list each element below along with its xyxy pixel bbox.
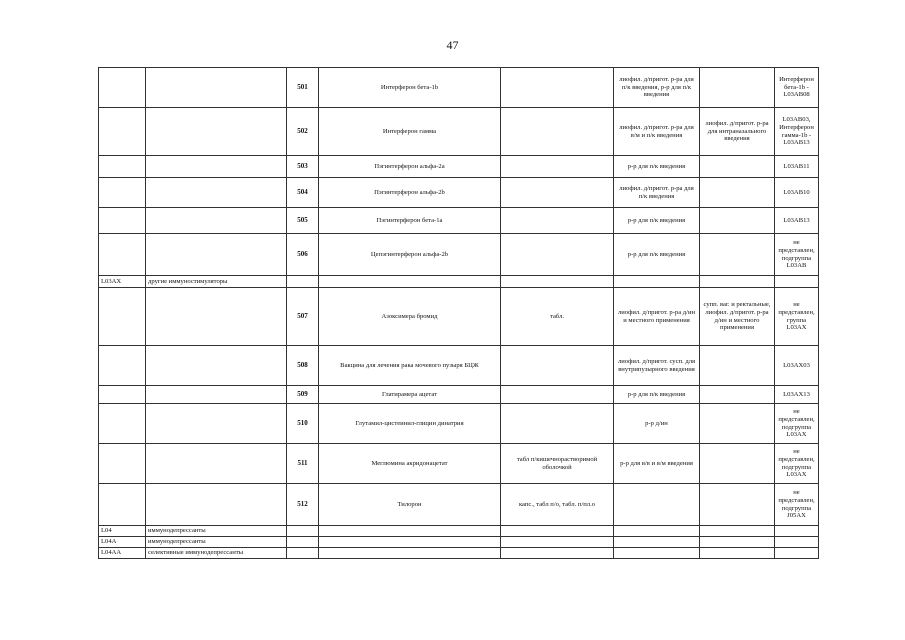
number-cell	[287, 537, 319, 548]
atc-cell	[775, 526, 819, 537]
group-cell	[146, 386, 287, 404]
forms3-cell	[700, 548, 775, 559]
atc-cell: не представлен, подгруппа L03AB	[775, 234, 819, 276]
atc-cell: не представлен, подгруппа J05AX	[775, 484, 819, 526]
code-cell: L04A	[99, 537, 146, 548]
code-cell	[99, 68, 146, 108]
code-cell	[99, 156, 146, 178]
forms2-cell: лиофил. д/пригот. р-ра для п/к введения	[614, 178, 700, 208]
code-cell: L03AX	[99, 276, 146, 288]
forms2-cell	[614, 526, 700, 537]
number-cell: 504	[287, 178, 319, 208]
forms3-cell	[700, 386, 775, 404]
forms3-cell	[700, 178, 775, 208]
drug-name-cell: Пэгинтерферон альфа-2a	[319, 156, 501, 178]
forms2-cell: р-р для п/к введения	[614, 208, 700, 234]
number-cell	[287, 526, 319, 537]
forms-cell	[501, 108, 614, 156]
table-row	[99, 156, 819, 178]
code-cell	[99, 178, 146, 208]
forms-cell	[501, 537, 614, 548]
forms-cell	[501, 526, 614, 537]
forms2-cell	[614, 276, 700, 288]
drug-name-cell: Интерферон бета-1b	[319, 68, 501, 108]
number-cell: 505	[287, 208, 319, 234]
drug-name-cell: Интерферон гамма	[319, 108, 501, 156]
table-row	[99, 288, 819, 346]
forms3-cell: лиофил. д/пригот. р-ра для интраназального введения	[700, 108, 775, 156]
group-cell: селективные иммунодепрессанты	[146, 548, 287, 559]
table-row	[99, 108, 819, 156]
table-row	[99, 548, 819, 559]
group-cell	[146, 156, 287, 178]
group-cell: иммунодепрессанты	[146, 537, 287, 548]
page-number: 47	[446, 38, 459, 52]
forms-cell	[501, 156, 614, 178]
drug-name-cell: Глутамил-цистеинил-глицин динатрия	[319, 404, 501, 444]
forms-cell: капс., табл п/о, табл. п/пл.о	[501, 484, 614, 526]
forms-cell	[501, 276, 614, 288]
group-cell: иммунодепрессанты	[146, 526, 287, 537]
group-cell	[146, 346, 287, 386]
forms2-cell	[614, 548, 700, 559]
atc-cell: не представлен, подгруппа L03AX	[775, 404, 819, 444]
forms2-cell	[614, 537, 700, 548]
code-cell	[99, 484, 146, 526]
number-cell: 502	[287, 108, 319, 156]
table-row	[99, 208, 819, 234]
table-row	[99, 178, 819, 208]
table-row	[99, 386, 819, 404]
drug-name-cell: Вакцина для лечения рака мочевого пузыря БЦЖ	[319, 346, 501, 386]
atc-cell	[775, 548, 819, 559]
table-row	[99, 526, 819, 537]
group-cell	[146, 288, 287, 346]
group-cell: другие иммуностимуляторы	[146, 276, 287, 288]
forms-cell	[501, 346, 614, 386]
forms3-cell	[700, 346, 775, 386]
forms2-cell: лиофил. д/пригот. р-ра для п/к введения, р-р для п/к введения	[614, 68, 700, 108]
atc-cell: не представлен, подгруппа L03AX	[775, 444, 819, 484]
number-cell	[287, 548, 319, 559]
forms3-cell	[700, 537, 775, 548]
table-row	[99, 234, 819, 276]
forms3-cell	[700, 276, 775, 288]
number-cell: 510	[287, 404, 319, 444]
code-cell	[99, 234, 146, 276]
atc-cell: L03AB03, Интерферон гамма-1b - L03AB13	[775, 108, 819, 156]
table-row	[99, 484, 819, 526]
atc-cell: L03AX03	[775, 346, 819, 386]
code-cell	[99, 444, 146, 484]
drug-name-cell: Глатирамера ацетат	[319, 386, 501, 404]
drug-name-cell: Пэгинтерферон бета-1a	[319, 208, 501, 234]
atc-cell: L03AB11	[775, 156, 819, 178]
forms2-cell: лиофил. д/пригот. сусп. для внутрипузырного введения	[614, 346, 700, 386]
forms3-cell	[700, 234, 775, 276]
atc-cell: Интерферон бета-1b - L03AB08	[775, 68, 819, 108]
drug-name-cell	[319, 548, 501, 559]
table-row	[99, 276, 819, 288]
number-cell	[287, 276, 319, 288]
drug-name-cell	[319, 276, 501, 288]
number-cell: 501	[287, 68, 319, 108]
table-row	[99, 68, 819, 108]
forms3-cell	[700, 404, 775, 444]
forms2-cell	[614, 484, 700, 526]
forms3-cell	[700, 156, 775, 178]
group-cell	[146, 178, 287, 208]
atc-cell: L03AB13	[775, 208, 819, 234]
drug-name-cell	[319, 526, 501, 537]
number-cell: 506	[287, 234, 319, 276]
forms3-cell	[700, 68, 775, 108]
drug-name-cell: Пэгинтерферон альфа-2b	[319, 178, 501, 208]
atc-cell: L03AB10	[775, 178, 819, 208]
drug-name-cell: Цепэгинтерферон альфа-2b	[319, 234, 501, 276]
table-row	[99, 444, 819, 484]
table-row	[99, 404, 819, 444]
forms3-cell	[700, 444, 775, 484]
number-cell: 509	[287, 386, 319, 404]
atc-cell	[775, 276, 819, 288]
forms3-cell	[700, 526, 775, 537]
forms3-cell	[700, 484, 775, 526]
forms-cell: табл п/кишечнорастворимой оболочкой	[501, 444, 614, 484]
drug-name-cell: Азоксимера бромид	[319, 288, 501, 346]
forms-cell	[501, 386, 614, 404]
code-cell	[99, 346, 146, 386]
forms3-cell	[700, 208, 775, 234]
forms2-cell: р-р для п/к введения	[614, 234, 700, 276]
group-cell	[146, 68, 287, 108]
code-cell: L04AA	[99, 548, 146, 559]
drug-name-cell: Тилорон	[319, 484, 501, 526]
number-cell: 507	[287, 288, 319, 346]
code-cell	[99, 404, 146, 444]
table-row	[99, 537, 819, 548]
atc-cell: не представлен, группа L03AX	[775, 288, 819, 346]
forms-cell	[501, 178, 614, 208]
group-cell	[146, 484, 287, 526]
forms-cell	[501, 404, 614, 444]
group-cell	[146, 444, 287, 484]
forms2-cell: лиофил. д/пригот. р-ра д/ин и местного применения	[614, 288, 700, 346]
number-cell: 511	[287, 444, 319, 484]
forms2-cell: р-р для п/к введения	[614, 156, 700, 178]
code-cell	[99, 288, 146, 346]
forms-cell	[501, 208, 614, 234]
group-cell	[146, 208, 287, 234]
group-cell	[146, 108, 287, 156]
forms3-cell: супп. ваг. и ректальные, лиофил. д/пригот. р-ра д/ин и местного применения	[700, 288, 775, 346]
drug-name-cell	[319, 537, 501, 548]
forms2-cell: лиофил. д/пригот. р-ра для в/м и п/к введения	[614, 108, 700, 156]
drug-table	[98, 67, 819, 559]
atc-cell: L03AX13	[775, 386, 819, 404]
number-cell: 503	[287, 156, 319, 178]
forms-cell	[501, 548, 614, 559]
forms2-cell: р-р д/ин	[614, 404, 700, 444]
forms-cell: табл.	[501, 288, 614, 346]
atc-cell	[775, 537, 819, 548]
code-cell	[99, 386, 146, 404]
number-cell: 512	[287, 484, 319, 526]
table-row	[99, 346, 819, 386]
group-cell	[146, 234, 287, 276]
forms-cell	[501, 68, 614, 108]
number-cell: 508	[287, 346, 319, 386]
forms2-cell: р-р для в/в и в/м введения	[614, 444, 700, 484]
drug-name-cell: Меглюмина акридонацетат	[319, 444, 501, 484]
code-cell	[99, 108, 146, 156]
forms-cell	[501, 234, 614, 276]
forms2-cell: р-р для п/к введения	[614, 386, 700, 404]
code-cell	[99, 208, 146, 234]
group-cell	[146, 404, 287, 444]
code-cell: L04	[99, 526, 146, 537]
